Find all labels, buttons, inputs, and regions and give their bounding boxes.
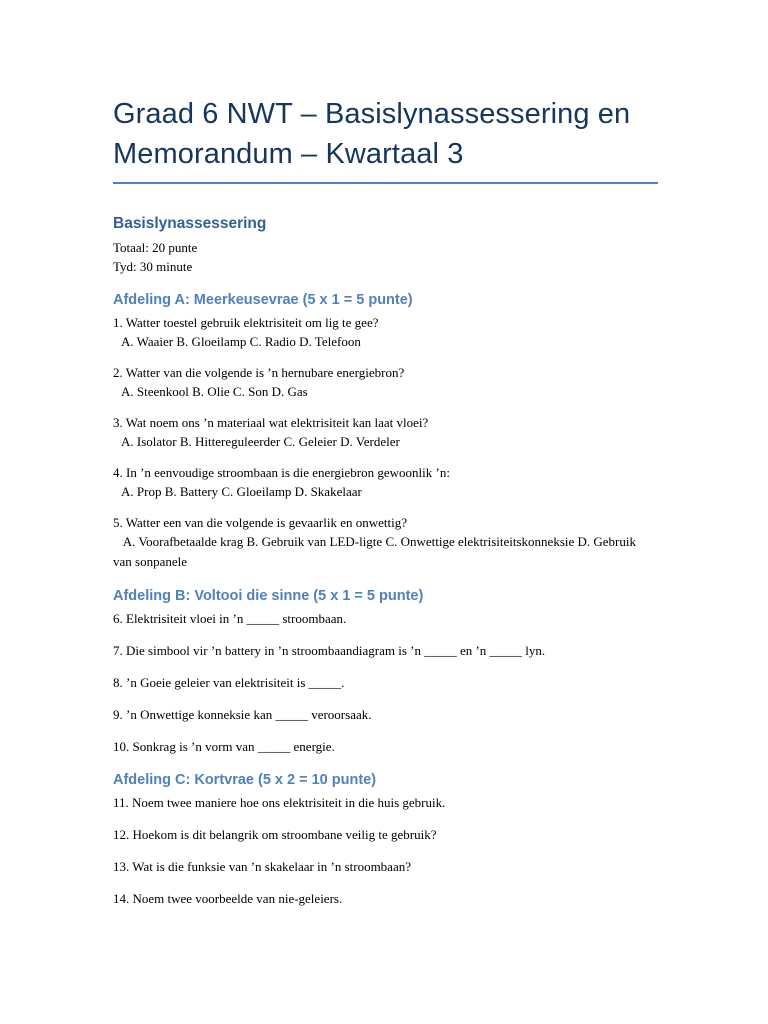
- question-options: A. Isolator B. Hittereguleerder C. Geleier D. Verdeler: [121, 434, 400, 449]
- section-heading: Basislynassessering: [113, 215, 267, 232]
- question-text: 5. Watter een van die volgende is gevaarlik en onwettig?: [113, 515, 407, 530]
- question-options: [113, 532, 658, 572]
- question-6: 6. Elektrisiteit vloei in ’n _____ stroombaan.: [113, 611, 347, 626]
- total-marks: Totaal: 20 punte: [113, 240, 198, 255]
- question-4: [113, 463, 658, 501]
- section-a-heading: Afdeling A: Meerkeusevrae (5 x 1 = 5 punte): [113, 292, 413, 308]
- question-text: 3. Wat noem ons ’n materiaal wat elektrisiteit kan laat vloei?: [113, 415, 429, 430]
- question-1: [113, 313, 658, 351]
- question-5: [113, 513, 658, 572]
- question-10: 10. Sonkrag is ’n vorm van _____ energie.: [113, 739, 335, 754]
- question-text: 1. Watter toestel gebruik elektrisiteit om lig te gee?: [113, 315, 379, 330]
- question-14: 14. Noem twee voorbeelde van nie-geleiers.: [113, 891, 343, 906]
- question-options: A. Steenkool B. Olie C. Son D. Gas: [121, 384, 308, 399]
- question-options: A. Waaier B. Gloeilamp C. Radio D. Telefoon: [121, 334, 361, 349]
- section-b-heading: Afdeling B: Voltooi die sinne (5 x 1 = 5 punte): [113, 588, 424, 604]
- question-11: 11. Noem twee maniere hoe ons elektrisiteit in die huis gebruik.: [113, 795, 446, 810]
- question-text: 2. Watter van die volgende is ’n hernubare energiebron?: [113, 365, 405, 380]
- question-13: 13. Wat is die funksie van ’n skakelaar in ’n stroombaan?: [113, 859, 411, 874]
- time-allowed: Tyd: 30 minute: [113, 259, 193, 274]
- document-page: [113, 94, 658, 921]
- question-8: 8. ’n Goeie geleier van elektrisiteit is _____.: [113, 675, 345, 690]
- question-12: 12. Hoekom is dit belangrik om stroombane veilig te gebruik?: [113, 827, 437, 842]
- section-c-heading: Afdeling C: Kortvrae (5 x 2 = 10 punte): [113, 772, 377, 788]
- question-options: A. Prop B. Battery C. Gloeilamp D. Skakelaar: [121, 484, 362, 499]
- question-2: [113, 363, 658, 401]
- question-text: 4. In ’n eenvoudige stroombaan is die energiebron gewoonlik ’n:: [113, 465, 450, 480]
- question-7: 7. Die simbool vir ’n battery in ’n stroombaandiagram is ’n _____ en ’n _____ lyn.: [113, 643, 546, 658]
- question-3: [113, 413, 658, 451]
- question-options-text: A. Voorafbetaalde krag B. Gebruik van LED-ligte C. Onwettige elektrisiteitskonneksie D. Gebruik van sonpanele: [113, 534, 637, 569]
- document-title: Graad 6 NWT – Basislynassessering en Memorandum – Kwartaal 3: [113, 94, 658, 184]
- question-9: 9. ’n Onwettige konneksie kan _____ veroorsaak.: [113, 707, 372, 722]
